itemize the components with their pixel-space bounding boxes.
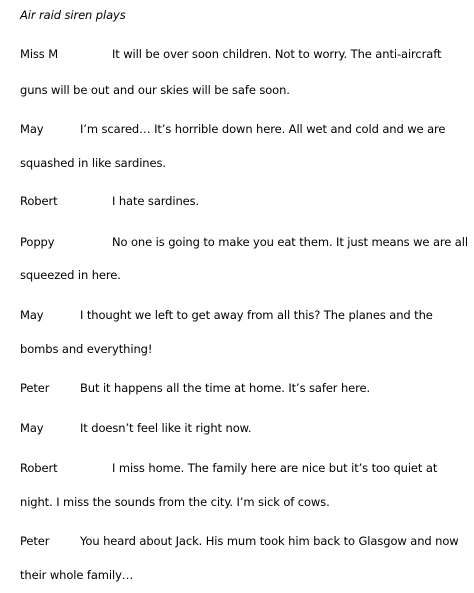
dialogue-text: You heard about Jack. His mum took him back to Glasgow and now xyxy=(80,534,459,548)
speaker-name: May xyxy=(20,308,44,322)
dialogue-text: No one is going to make you eat them. It just means we are all xyxy=(112,235,468,249)
speaker-name: Robert xyxy=(20,194,58,208)
speaker-name: Peter xyxy=(20,381,50,395)
speaker-name: Miss M xyxy=(20,47,59,61)
speaker-name: May xyxy=(20,122,44,136)
dialogue-continuation: their whole family… xyxy=(20,568,134,582)
dialogue-text: I thought we left to get away from all this? The planes and the xyxy=(80,308,433,322)
dialogue-continuation: squeezed in here. xyxy=(20,268,121,282)
dialogue-continuation: night. I miss the sounds from the city. I’m sick of cows. xyxy=(20,495,330,509)
speaker-name: May xyxy=(20,421,44,435)
dialogue-continuation: guns will be out and our skies will be safe soon. xyxy=(20,83,290,97)
dialogue-text: But it happens all the time at home. It’s safer here. xyxy=(80,381,371,395)
dialogue-continuation: bombs and everything! xyxy=(20,342,153,356)
dialogue-text: I’m scared… It’s horrible down here. All wet and cold and we are xyxy=(80,122,446,136)
speaker-name: Poppy xyxy=(20,235,55,249)
speaker-name: Peter xyxy=(20,534,50,548)
dialogue-text: I hate sardines. xyxy=(112,194,200,208)
speaker-name: Robert xyxy=(20,461,58,475)
dialogue-text: It doesn’t feel like it right now. xyxy=(80,421,252,435)
dialogue-text: It will be over soon children. Not to worry. The anti-aircraft xyxy=(112,47,442,61)
dialogue-continuation: squashed in like sardines. xyxy=(20,156,166,170)
dialogue-text: I miss home. The family here are nice but it’s too quiet at xyxy=(112,461,438,475)
stage-direction: Air raid siren plays xyxy=(20,8,126,22)
